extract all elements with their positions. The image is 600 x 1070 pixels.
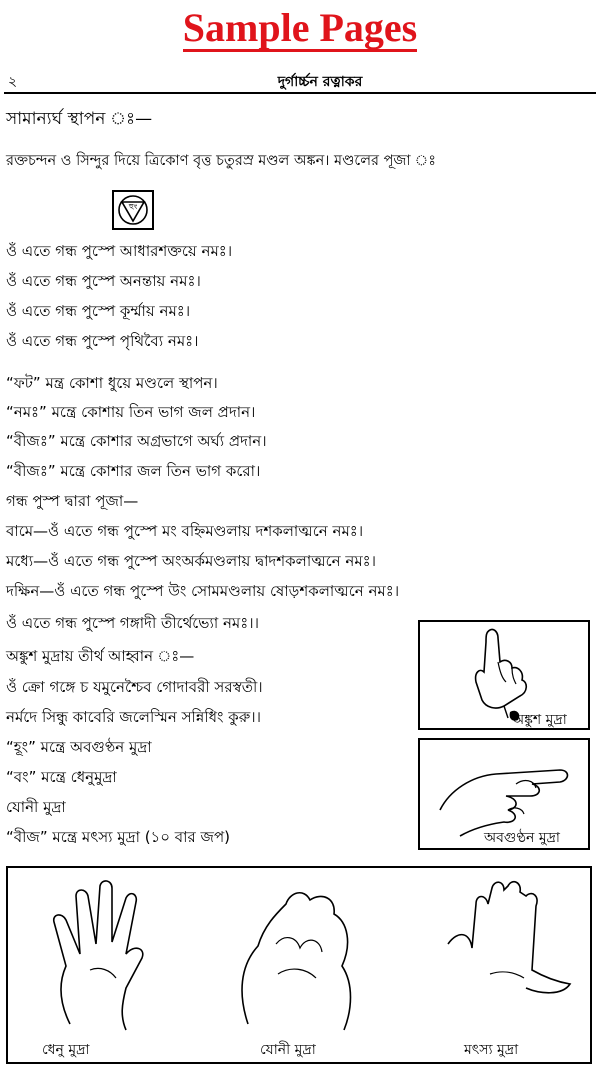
text-line: অঙ্কুশ মুদ্রায় তীর্থ আহ্বান ঃ—: [6, 647, 195, 665]
header-rule: [4, 92, 596, 94]
ankush-mudra-figure: [418, 620, 590, 730]
text-line: ওঁ ক্রো গঙ্গে চ যমুনেশ্চৈব গোদাবরী সরস্বতী।: [6, 678, 263, 696]
text-line: ওঁ এতে গন্ধ পুস্পে অনন্তায় নমঃ।: [6, 272, 201, 290]
mandala-yantra-icon: [112, 190, 154, 230]
text-line: ওঁ এতে গন্ধ পুস্পে আধারশক্তয়ে নমঃ।: [6, 242, 233, 260]
yantra-label: হুং: [128, 202, 138, 211]
text-line: “বীজঃ” মন্ত্রে কোশার অগ্রভাগে অর্ঘ্য প্রদান।: [6, 432, 267, 450]
text-line: “বং” মন্ত্রে ধেনুমুদ্রা: [6, 768, 117, 786]
text-line: ওঁ এতে গন্ধ পুস্পে পৃথিব্যৈ নমঃ।: [6, 332, 199, 350]
yoni-caption: যোনী মুদ্রা: [260, 1042, 316, 1058]
text-line: ওঁ এতে গন্ধ পুস্পে গঙ্গাদী তীর্থেভ্যো নমঃ।।: [6, 614, 259, 632]
text-line: মধ্যে—ওঁ এতে গন্ধ পুস্পে অংঅর্কমণ্ডলায় দ্বাদশকলাত্মনে নমঃ।: [6, 552, 377, 570]
matsya-hand-icon: [428, 874, 578, 1034]
dhenu-hand-icon: [30, 874, 180, 1034]
text-line: “বীজ” মন্ত্রে মৎস্য মুদ্রা (১০ বার জপ): [6, 828, 230, 846]
running-title: দুর্গার্চ্চন রত্নাকর: [277, 74, 363, 90]
sample-pages-banner: [0, 4, 600, 52]
mudras-figure-panel: [6, 866, 592, 1064]
text-line: “বীজঃ” মন্ত্রে কোশার জল তিন ভাগ করো।: [6, 462, 261, 480]
text-line: নর্মদে সিন্ধু কাবেরি জলেস্মিন সন্নিধিং কুরু।।: [6, 708, 261, 726]
abagunthan-caption: অবগুণ্ঠন মুদ্রা: [484, 830, 560, 846]
matsya-caption: মৎস্য মুদ্রা: [464, 1042, 519, 1058]
abagunthan-mudra-figure: [418, 738, 590, 850]
banner-text: Sample Pages: [182, 5, 418, 50]
intro-line: রক্তচন্দন ও সিন্দুর দিয়ে ত্রিকোণ বৃত্ত চতুরস্র মণ্ডল অঙ্কন। মণ্ডলের পূজা ঃ: [6, 153, 436, 169]
text-line: “নমঃ” মন্ত্রে কোশায় তিন ভাগ জল প্রদান।: [6, 403, 256, 421]
text-line: যোনী মুদ্রা: [6, 798, 66, 816]
section-heading: সামান্যর্ঘ স্থাপন ঃ—: [6, 109, 153, 129]
page-number: ২: [8, 74, 18, 90]
text-line: ওঁ এতে গন্ধ পুস্পে কূর্ম্মায় নমঃ।: [6, 302, 191, 320]
dhenu-caption: ধেনু মুদ্রা: [42, 1042, 90, 1058]
text-line: “ফট” মন্ত্র কোশা ধুয়ে মণ্ডলে স্থাপন।: [6, 374, 218, 392]
text-line: “হূং” মন্ত্রে অবগুণ্ঠন মুদ্রা: [6, 738, 152, 756]
text-line: গন্ধ পুস্প দ্বারা পূজা—: [6, 492, 139, 510]
ankush-caption: অঙ্কুশ মুদ্রা: [512, 712, 567, 728]
yoni-hand-icon: [218, 874, 378, 1034]
text-line: দক্ষিন—ওঁ এতে গন্ধ পুস্পে উং সোমমণ্ডলায় ষোড়শকলাত্মনে নমঃ।: [6, 582, 400, 600]
text-line: বামে—ওঁ এতে গন্ধ পুস্পে মং বহ্নিমণ্ডলায় দশকলাত্মনে নমঃ।: [6, 522, 364, 540]
